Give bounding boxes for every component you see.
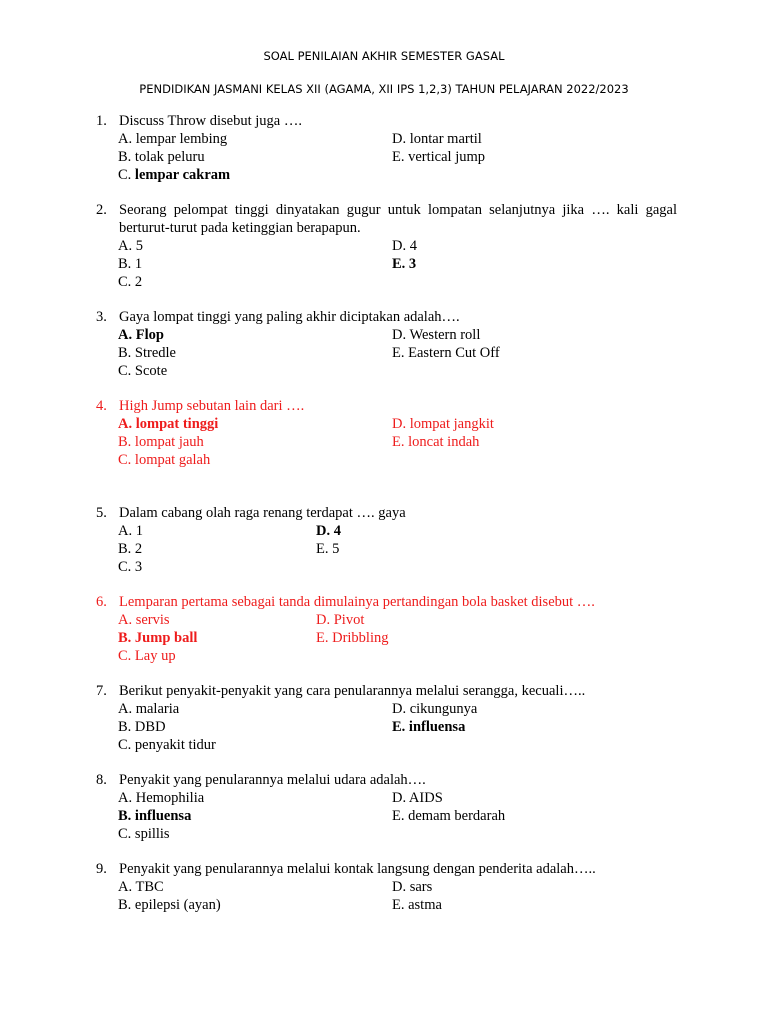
option-b: B. lompat jauh (118, 434, 204, 450)
option-d: D. sars (392, 879, 433, 895)
option-e: E. Dribbling (316, 630, 389, 646)
question-number: 9. (96, 861, 107, 877)
option-e: E. Eastern Cut Off (392, 345, 500, 361)
document-subtitle: PENDIDIKAN JASMANI KELAS XII (AGAMA, XII IPS 1,2,3) TAHUN PELAJARAN 2022/2023 (139, 82, 629, 96)
option-a: A. 5 (118, 238, 143, 254)
question-number: 5. (96, 505, 107, 521)
option-a-answer: A. Flop (118, 327, 164, 343)
question-stem: Berikut penyakit-penyakit yang cara penularannya melalui serangga, kecuali….. (119, 683, 586, 699)
option-d-answer: D. 4 (316, 523, 341, 539)
question-number: 1. (96, 113, 107, 129)
option-c: C. spillis (118, 826, 170, 842)
option-b: B. 1 (118, 256, 143, 272)
question-number: 3. (96, 309, 107, 325)
option-b: B. tolak peluru (118, 149, 205, 165)
option-b: B. Stredle (118, 345, 176, 361)
question-stem: Seorang pelompat tinggi dinyatakan gugur untuk lompatan selanjutnya jika …. kali gagal berturut-turut pada ketinggian berapapun. (119, 202, 677, 236)
option-e: E. astma (392, 897, 442, 913)
question-number: 6. (96, 594, 107, 610)
question-number: 2. (96, 202, 107, 218)
option-c: C. 2 (118, 274, 143, 290)
option-c-answer: lempar cakram (134, 167, 231, 183)
option-c: C. lompat galah (118, 452, 211, 468)
option-a: A. 1 (118, 523, 143, 539)
option-d: D. Pivot (316, 612, 365, 628)
question-stem: Lemparan pertama sebagai tanda dimulainya pertandingan bola basket disebut …. (119, 594, 595, 610)
option-a: A. servis (118, 612, 170, 628)
option-d: D. Western roll (392, 327, 481, 343)
option-b: B. DBD (118, 719, 166, 735)
option-c: C. penyakit tidur (118, 737, 216, 753)
option-e: E. loncat indah (392, 434, 480, 450)
question-stem: Dalam cabang olah raga renang terdapat …. gaya (119, 505, 406, 521)
option-c: C. Lay up (118, 648, 176, 664)
option-c-prefix: C. (118, 167, 135, 183)
option-d: D. lontar martil (392, 131, 482, 147)
option-a-answer: A. lompat tinggi (118, 416, 219, 432)
option-a: A. malaria (118, 701, 180, 717)
option-e-answer: E. 3 (392, 256, 417, 272)
question-number: 7. (96, 683, 107, 699)
option-a: A. lempar lembing (118, 131, 228, 147)
option-e: E. vertical jump (392, 149, 486, 165)
option-d: D. cikungunya (392, 701, 478, 717)
question-stem: Discuss Throw disebut juga …. (119, 113, 302, 129)
option-b-answer: B. Jump ball (118, 630, 198, 646)
option-c (118, 167, 230, 185)
option-a: A. TBC (118, 879, 164, 895)
option-d: D. AIDS (392, 790, 443, 806)
question-stem: Gaya lompat tinggi yang paling akhir diciptakan adalah…. (119, 309, 460, 325)
option-c: C. 3 (118, 559, 143, 575)
option-e-answer: E. influensa (392, 719, 466, 735)
option-b: B. epilepsi (ayan) (118, 897, 221, 913)
question-stem: Penyakit yang penularannya melalui kontak langsung dengan penderita adalah….. (119, 861, 596, 877)
option-b-answer: B. influensa (118, 808, 192, 824)
question-stem: Penyakit yang penularannya melalui udara adalah…. (119, 772, 426, 788)
option-a: A. Hemophilia (118, 790, 205, 806)
option-d: D. lompat jangkit (392, 416, 494, 432)
option-d: D. 4 (392, 238, 417, 254)
question-stem: High Jump sebutan lain dari …. (119, 398, 305, 414)
option-e: E. demam berdarah (392, 808, 506, 824)
option-c: C. Scote (118, 363, 168, 379)
option-b: B. 2 (118, 541, 143, 557)
document-title: SOAL PENILAIAN AKHIR SEMESTER GASAL (263, 49, 505, 63)
question-number: 8. (96, 772, 107, 788)
question-number: 4. (96, 398, 107, 414)
option-e: E. 5 (316, 541, 340, 557)
